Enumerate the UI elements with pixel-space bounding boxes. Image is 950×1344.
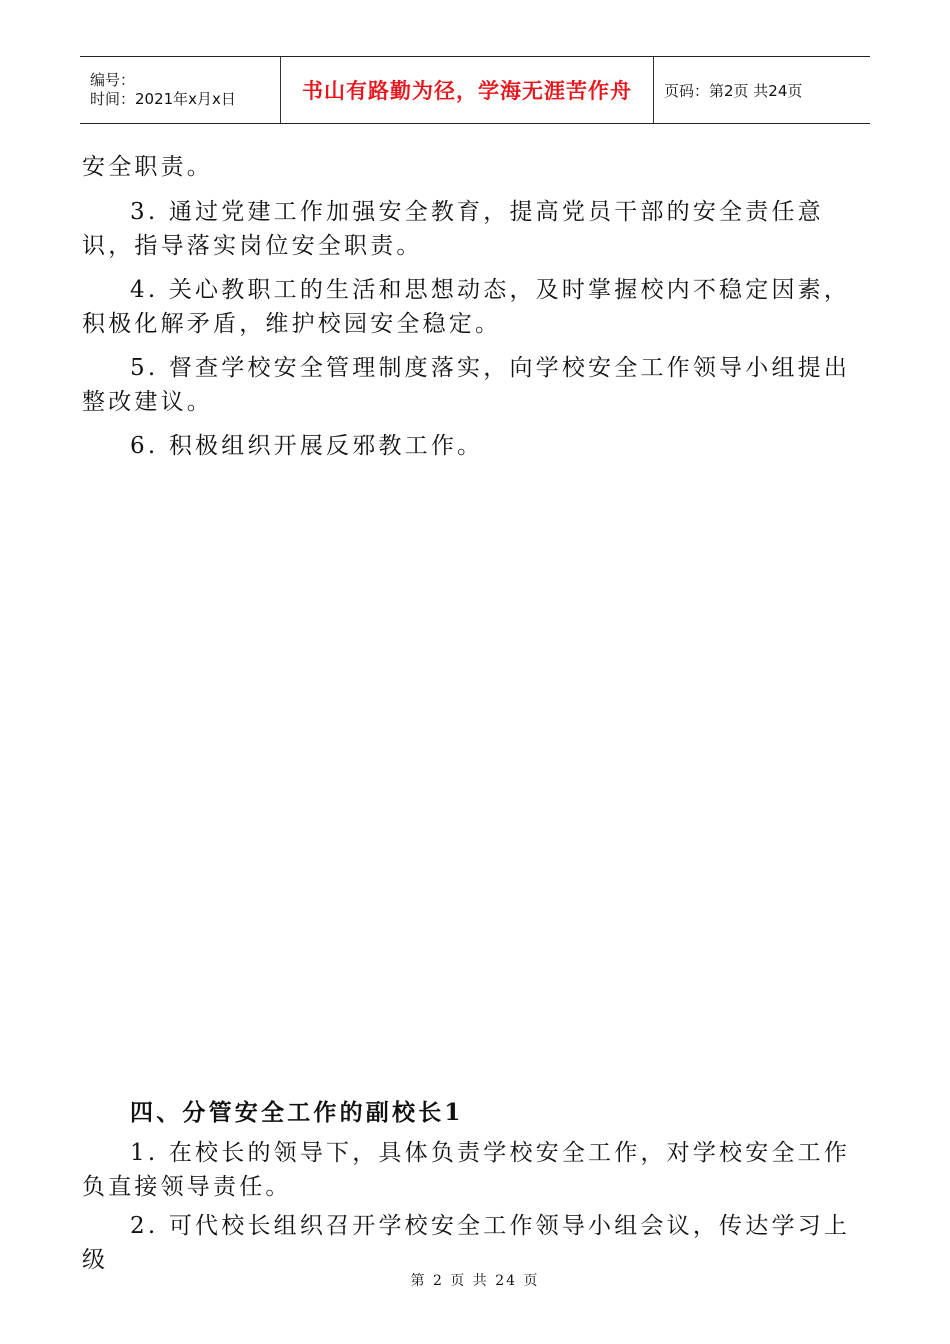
section-title: 四、分管安全工作的副校长1 (130, 1099, 464, 1126)
header-meta (80, 57, 280, 123)
page-footer: 第 2 页 共 24 页 (410, 1273, 540, 1289)
paragraph-vp-item-1: 1. 在校长的领导下，具体负责学校安全工作，对学校安全工作负直接领导责任。 (82, 1140, 851, 1200)
header-motto-cell (280, 57, 654, 123)
time-label: 时间：2021年x月x日 (90, 90, 236, 108)
paragraph-item-4: 4. 关心教职工的生活和思想动态，及时掌握校内不稳定因素，积极化解矛盾，维护校园安全稳定。 (82, 277, 851, 337)
paragraph-item-3: 3. 通过党建工作加强安全教育，提高党员干部的安全责任意识，指导落实岗位安全职责。 (82, 199, 824, 259)
page-label: 页码：第2页 共24页 (664, 81, 803, 100)
header-page-cell (654, 57, 870, 123)
page-header (80, 56, 870, 124)
paragraph-vp-item-2: 2. 可代校长组织召开学校安全工作领导小组会议，传达学习上级 (82, 1213, 851, 1273)
paragraph-item-5: 5. 督查学校安全管理制度落实，向学校安全工作领导小组提出整改建议。 (82, 355, 851, 415)
paragraph-item-6: 6. 积极组织开展反邪教工作。 (130, 433, 484, 459)
motto-text: 书山有路勤为径，学海无涯苦作舟 (302, 79, 632, 103)
number-label: 编号： (90, 71, 136, 89)
paragraph-0: 安全职责。 (82, 154, 213, 180)
